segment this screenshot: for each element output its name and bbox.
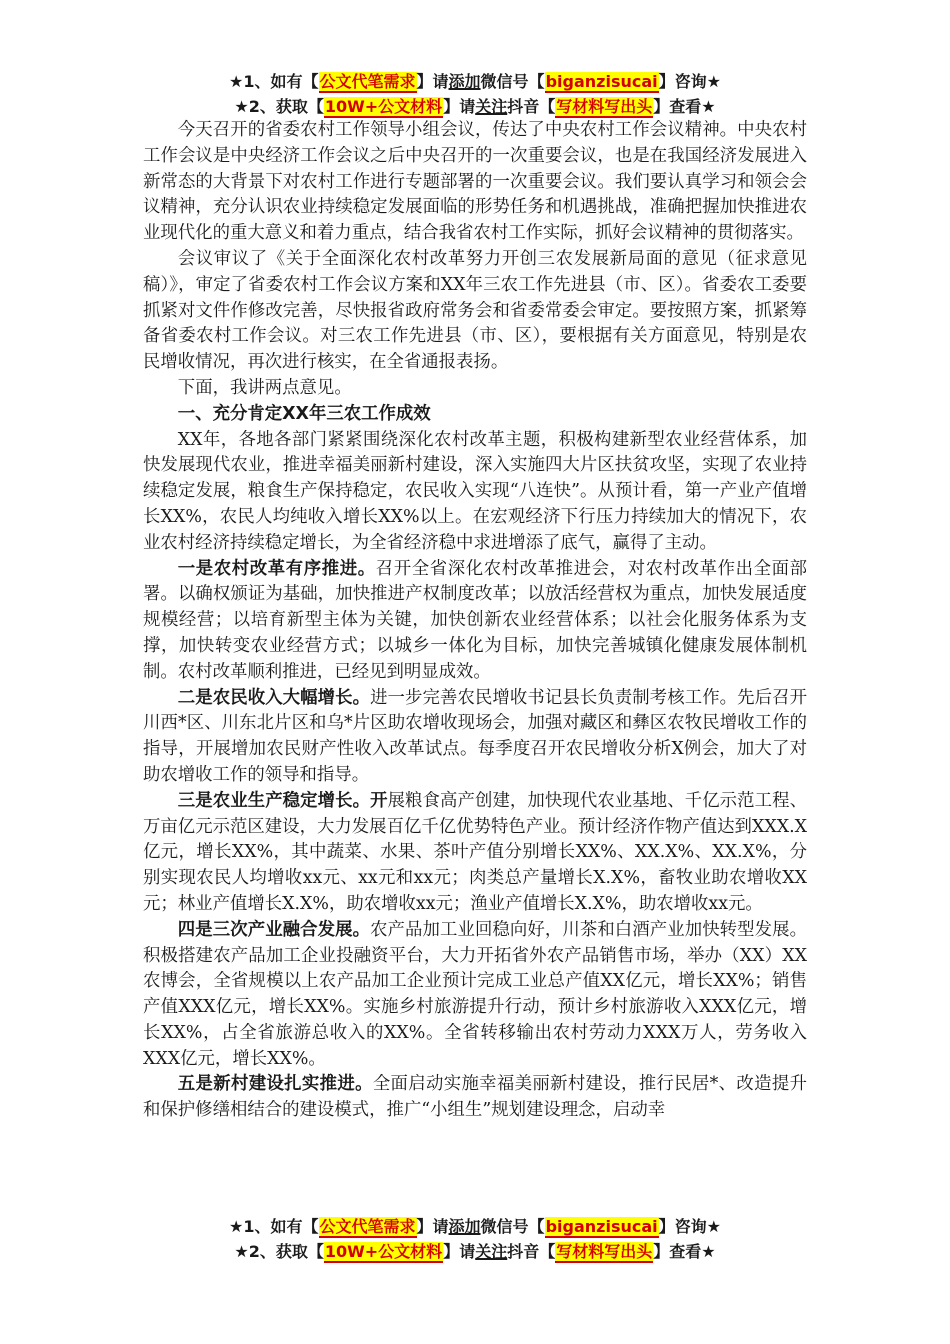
paragraph-9: 五是新村建设扎实推进。全面启动实施幸福美丽新村建设，推行民居*、改造提升和保护修缮相结合的建设模式，推广“小组生”规划建设理念，启动幸 [143,1074,807,1121]
paragraph-4: XX年，各地各部门紧紧围绕深化农村改革主题，积极构建新型农业经营体系，加快发展现代农业，推进幸福美丽新村建设，深入实施四大片区扶贫攻坚，实现了农业持续稳定发展，粮食生产保持稳定，农民收入实现“八连快”。从预计看，第一产业产值增长XX%，农民人均纯收入增长XX%以上。在宏观经济下行压力持续加大的情况下，农业农村经济持续稳定增长，为全省经济稳中求进增添了底气，赢得了主动。 [143,429,807,553]
paragraph-1: 今天召开的省委农村工作领导小组会议，传达了中央农村工作会议精神。中央农村工作会议是中央经济工作会议之后中央召开的一次重要会议，也是在我国经济发展进入新常态的大背景下对农村工作进行专题部署的一次重要会议。我们要认真学习和领会会议精神，充分认识农业持续稳定发展面临的形势任务和机遇挑战，准确把握加快推进农业现代化的重大意义和着力重点，结合我省农村工作实际，抓好会议精神的贯彻落实。 [143,120,807,244]
underline-add: 添加 [448,1217,481,1236]
highlight-wechat-id: biganzisucai [545,1217,658,1236]
paragraph-3: 下面，我讲两点意见。 [177,377,352,398]
paragraph-2: 会议审议了《关于全面深化农村改革努力开创三农发展新局面的意见（征求意见稿）》，审定了省委农村工作会议方案和XX年三农工作先进县（市、区）。省委农工委要抓紧对文件作修改完善，尽快报省政府常务会和省委常委会审定。要按照方案，抓紧筹备省委农村工作会议。对三农工作先进县（市、区），要根据有关方面意见，特别是农民增收情况，再次进行核实，在全省通报表扬。 [143,248,807,373]
underline-add: 添加 [448,72,481,91]
paragraph-5-lead: 一是农村改革有序推进。 [177,558,376,579]
highlight-materials: 10W+公文材料 [324,1242,443,1261]
highlight-service: 公文代笔需求 [319,72,416,91]
promo-line-2: ★2、获取【10W+公文材料】请关注抖音【写材料写出头】查看★ [234,97,716,116]
highlight-wechat-id: biganzisucai [545,72,658,91]
highlight-service: 公文代笔需求 [319,1217,416,1236]
underline-follow: 关注 [475,97,508,116]
paragraph-8: 四是三次产业融合发展。农产品加工业回稳向好，川茶和白酒产业加快转型发展。积极搭建农产品加工企业投融资平台，大力开拓省外农产品销售市场，举办（XX）XX农博会，全省规模以上农产品加工企业预计完成工业总产值XX亿元，增长XX%；销售产值XXX亿元，增长XX%。实施乡村旅游提升行动，预计乡村旅游收入XXX亿元，增长XX%，占全省旅游总收入的XX%。全省转移输出农村劳动力XXX万人，劳务收入XXX亿元，增长XX%。 [143,919,807,1069]
underline-follow: 关注 [475,1242,508,1261]
paragraph-7: 三是农业生产稳定增长。开展粮食高产创建，加快现代农业基地、千亿示范工程、万亩亿元示范区建设，大力发展百亿千亿优势特色产业。预计经济作物产值达到XXX.X亿元，增长XX%，其中蔬菜、水果、茶叶产值分别增长XX%、XX.X%、XX.X%，分别实现农民人均增收xx元、xx元和xx元；肉类总产量增长X.X%，畜牧业助农增收XX元；林业产值增长X.X%，助农增收xx元；渔业产值增长X.X%，助农增收xx元。 [143,790,807,914]
promo-banner-top [0,69,950,119]
highlight-douyin-account: 写材料写出头 [556,1242,653,1261]
paragraph-5: 一是农村改革有序推进。召开全省深化农村改革推进会，对农村改革作出全面部署。以确权颁证为基础，加快推进产权制度改革；以放活经营权为重点，加快发展适度规模经营；以培育新型主体为关键，加快创新农业经营体系；以社会化服务体系为支撑，加快转变农业经营方式；以城乡一体化为目标，加快完善城镇化健康发展体制机制。农村改革顺利推进，已经见到明显成效。 [143,558,807,682]
document-body [143,118,807,1124]
highlight-materials: 10W+公文材料 [324,97,443,116]
paragraph-9-lead: 五是新村建设扎实推进。 [177,1074,373,1095]
paragraph-6-lead: 二是农民收入大幅增长。 [177,687,371,708]
section-heading-1: 一、充分肯定XX年三农工作成效 [177,403,431,424]
paragraph-8-lead: 四是三次产业融合发展。 [177,919,371,940]
promo-line-1: ★1、如有【公文代笔需求】请添加微信号【biganzisucai】咨询★ [229,72,721,91]
paragraph-7-lead: 三是农业生产稳定增长。开 [177,790,388,811]
promo-line-1-bottom: ★1、如有【公文代笔需求】请添加微信号【biganzisucai】咨询★ [229,1217,721,1236]
promo-banner-bottom [0,1214,950,1264]
highlight-douyin-account: 写材料写出头 [556,97,653,116]
paragraph-6: 二是农民收入大幅增长。进一步完善农民增收书记县长负责制考核工作。先后召开川西*区、川东北片区和乌*片区助农增收现场会，加强对藏区和彝区农牧民增收工作的指导，开展增加农民财产性收入改革试点。每季度召开农民增收分析X例会，加大了对助农增收工作的领导和指导。 [143,687,807,785]
promo-line-2-bottom: ★2、获取【10W+公文材料】请关注抖音【写材料写出头】查看★ [234,1242,716,1261]
